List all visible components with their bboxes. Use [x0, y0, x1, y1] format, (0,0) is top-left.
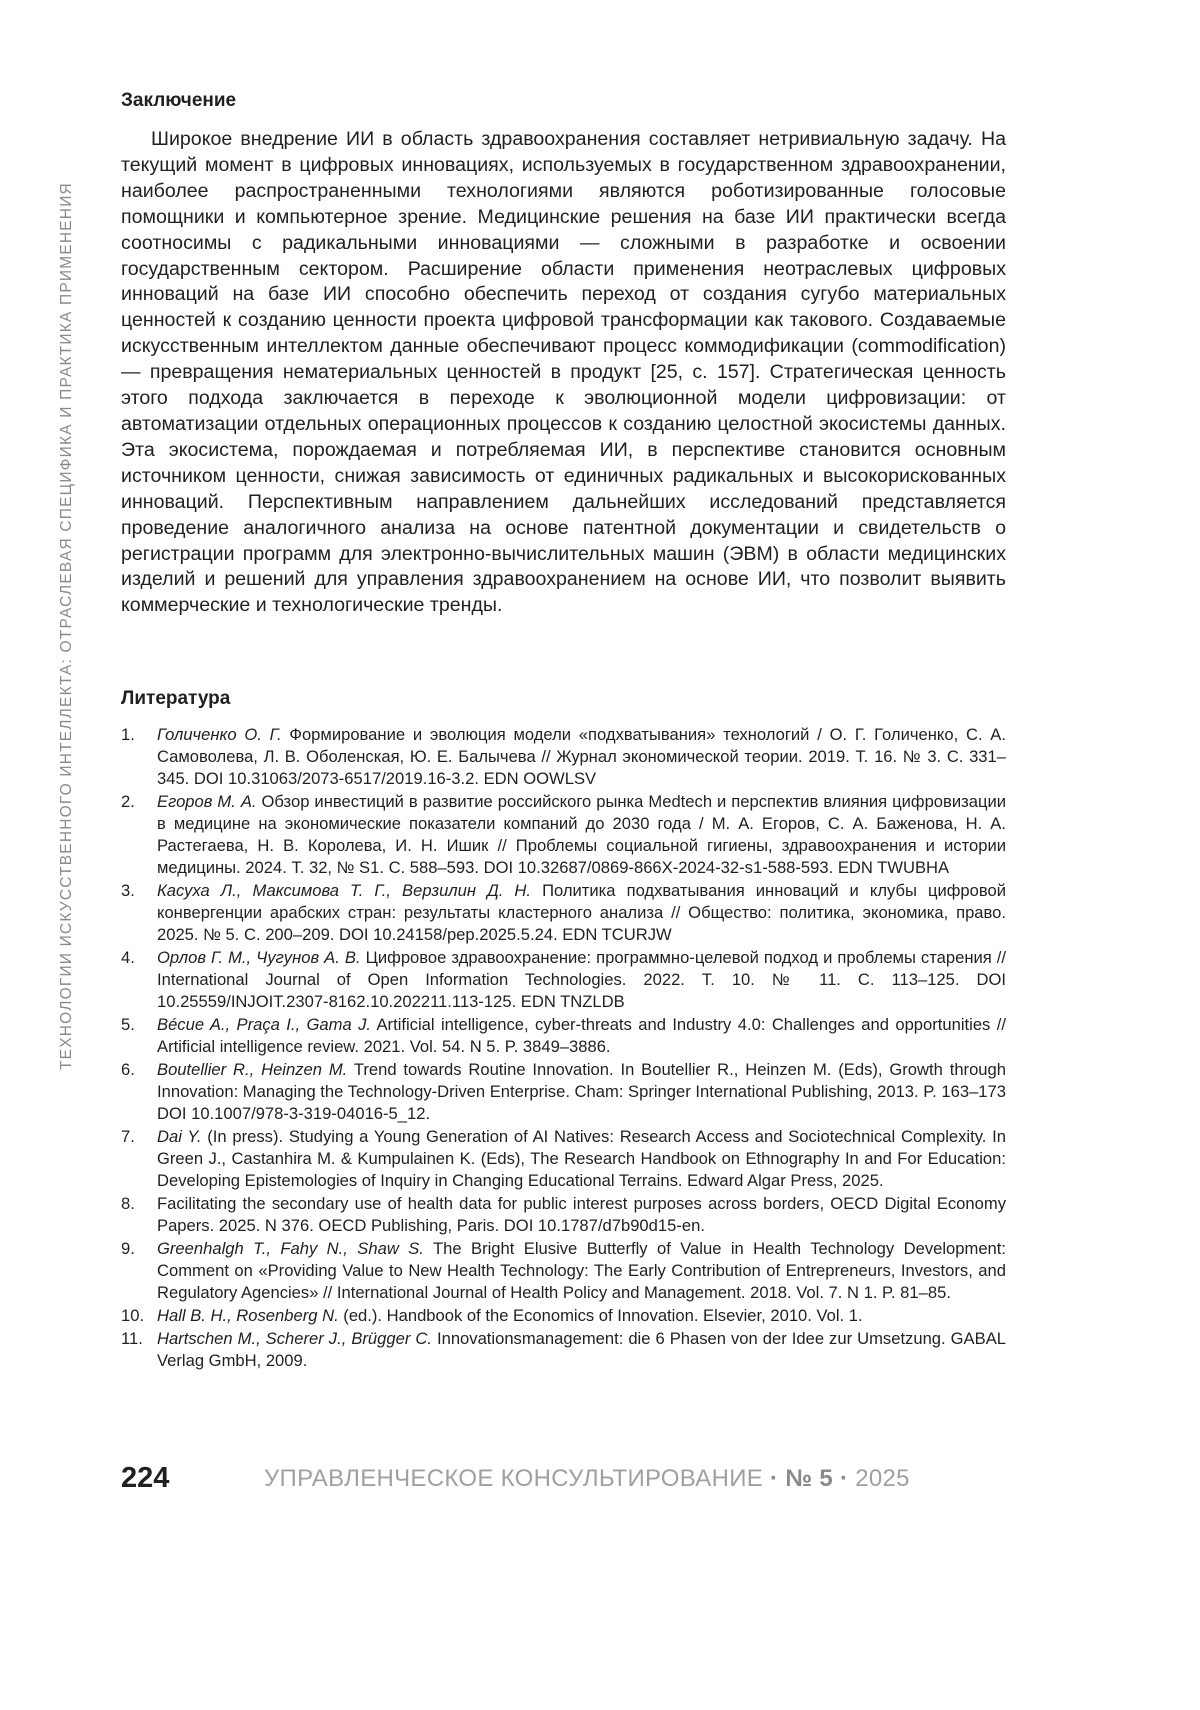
- reference-authors: Hall B. H., Rosenberg N.: [157, 1306, 339, 1325]
- separator: ·: [833, 1465, 855, 1492]
- conclusion-heading: Заключение: [121, 90, 236, 112]
- reference-number: 2.: [121, 791, 135, 813]
- journal-title: УПРАВЛЕНЧЕСКОЕ КОНСУЛЬТИРОВАНИЕ: [264, 1465, 763, 1492]
- reference-item: [121, 1126, 1006, 1192]
- reference-text: (In press). Studying a Young Generation of AI Natives: Research Access and Sociotechnical Complexity. In Green J., Castanhira M. & Kumpulainen K. (Eds), The Research Handbook on Ethnography In and For Education: Developing Epistemologies of Inquiry in Changing Educational Terrains. Edward Algar Press, 2025.: [157, 1127, 1006, 1190]
- reference-number: 11.: [121, 1328, 143, 1350]
- reference-item: [121, 1328, 1006, 1372]
- reference-item: [121, 724, 1006, 790]
- reference-item: [121, 1238, 1006, 1304]
- reference-number: 4.: [121, 947, 135, 969]
- page-footer: [121, 1462, 169, 1495]
- reference-authors: Орлов Г. М., Чугунов А. В.: [157, 948, 361, 967]
- reference-number: 10.: [121, 1305, 144, 1327]
- reference-item: [121, 1305, 1006, 1327]
- reference-authors: Егоров М. А.: [157, 792, 257, 811]
- separator: ·: [763, 1465, 785, 1492]
- reference-authors: Dai Y.: [157, 1127, 202, 1146]
- reference-text: Формирование и эволюция модели «подхватывания» технологий / О. Г. Голиченко, С. А. Самоволева, Л. В. Оболенская, Ю. Е. Балычева // Журнал экономической теории. 2019. Т. 16. № 3. С. 331–345. DOI 10.31063/2073-6517/2019.16-3.2. EDN OOWLSV: [157, 725, 1006, 788]
- references-heading: Литература: [121, 688, 230, 710]
- reference-text: Trend towards Routine Innovation. In Boutellier R., Heinzen M. (Eds), Growth through Innovation: Managing the Technology-Driven Enterprise. Cham: Springer International Publishing, 2013. P. 163–173 DOI 10.1007/978-3-319-04016-5_12.: [157, 1060, 1006, 1123]
- reference-number: 6.: [121, 1059, 135, 1081]
- running-side-title: ТЕХНОЛОГИИ ИСКУССТВЕННОГО ИНТЕЛЛЕКТА: ОТРАСЛЕВАЯ СПЕЦИФИКА И ПРАКТИКА ПРИМЕНЕНИЯ: [58, 90, 76, 1070]
- reference-text: Innovationsmanagement: die 6 Phasen von der Idee zur Umsetzung. GABAL Verlag GmbH, 2009.: [157, 1329, 1006, 1370]
- reference-authors: Касуха Л., Максимова Т. Г., Верзилин Д. Н.: [157, 881, 531, 900]
- reference-text: Обзор инвестиций в развитие российского рынка Medtech и перспектив влияния цифровизации в медицине на экономические показатели компаний до 2030 года / М. А. Егоров, С. А. Баженова, Н. А. Растегаева, Н. В. Королева, И. Н. Ишик // Проблемы социальной гигиены, здравоохранения и истории медицины. 2024. Т. 32, № S1. С. 588–593. DOI 10.32687/0869-866X-2024-32-s1-588-593. EDN TWUBHA: [157, 792, 1006, 877]
- reference-authors: Bécue A., Praça I., Gama J.: [157, 1015, 371, 1034]
- reference-item: [121, 1014, 1006, 1058]
- reference-number: 3.: [121, 880, 135, 902]
- reference-number: 8.: [121, 1193, 135, 1215]
- conclusion-paragraph: Широкое внедрение ИИ в область здравоохранения составляет нетривиальную задачу. На текущий момент в цифровых инновациях, используемых в государственном здравоохранении, наиболее распространенными технологиями являются роботизированные голосовые помощники и компьютерное зрение. Медицинские решения на базе ИИ практически всегда соотносимы с радикальными инновациями — сложными в разработке и освоении государственным сектором. Расширение области применения неотраслевых цифровых инноваций на базе ИИ способно обеспечить переход от создания сугубо материальных ценностей к созданию ценности проекта цифровой трансформации как такового. Создаваемые искусственным интеллектом данные обеспечивают процесс коммодификации (commodification) — превращения нематериальных ценностей в продукт [25, с. 157]. Стратегическая ценность этого подхода заключается в переходе к эволюционной модели цифровизации: от автоматизации отдельных операционных процессов к созданию целостной экосистемы данных. Эта экосистема, порождаемая и потребляемая ИИ, в перспективе становится основным источником ценности, снижая зависимость от единичных радикальных и высокорискованных инноваций. Перспективным направлением дальнейших исследований представляется проведение аналогичного анализа на основе патентной документации и свидетельств о регистрации программ для электронно-вычислительных машин (ЭВМ) в области медицинских изделий и решений для управления здравоохранением на основе ИИ, что позволит выявить коммерческие и технологические тренды.: [121, 127, 1006, 619]
- reference-authors: Hartschen M., Scherer J., Brügger C.: [157, 1329, 432, 1348]
- year: 2025: [855, 1465, 910, 1492]
- page-number: 224: [121, 1462, 169, 1494]
- issue-number: № 5: [785, 1465, 833, 1492]
- journal-info: [264, 1465, 910, 1493]
- reference-number: 9.: [121, 1238, 135, 1260]
- reference-text: The Bright Elusive Butterfly of Value in Health Technology Development: Comment on «Providing Value to New Health Technology: The Early Contribution of Entrepreneurs, Investors, and Regulatory Agencies» // International Journal of Health Policy and Management. 2018. Vol. 7. N 1. P. 81–85.: [157, 1239, 1006, 1302]
- reference-authors: Boutellier R., Heinzen M.: [157, 1060, 347, 1079]
- reference-text: Artificial intelligence, cyber-threats and Industry 4.0: Challenges and opportunities // Artificial intelligence review. 2021. Vol. 54. N 5. P. 3849–3886.: [157, 1015, 1006, 1056]
- reference-authors: Голиченко О. Г.: [157, 725, 282, 744]
- reference-text: (ed.). Handbook of the Economics of Innovation. Elsevier, 2010. Vol. 1.: [339, 1306, 863, 1325]
- reference-item: [121, 1193, 1006, 1237]
- reference-authors: Greenhalgh T., Fahy N., Shaw S.: [157, 1239, 424, 1258]
- reference-text: Facilitating the secondary use of health data for public interest purposes across borders, OECD Digital Economy Papers. 2025. N 376. OECD Publishing, Paris. DOI 10.1787/d7b90d15-en.: [157, 1194, 1006, 1235]
- references-list: [121, 724, 1006, 1373]
- reference-number: 5.: [121, 1014, 135, 1036]
- reference-item: [121, 1059, 1006, 1125]
- reference-number: 1.: [121, 724, 135, 746]
- reference-text: Политика подхватывания инноваций и клубы цифровой конвергенции арабских стран: результаты кластерного анализа // Общество: политика, экономика, право. 2025. № 5. С. 200–209. DOI 10.24158/pep.2025.5.24. EDN TCURJW: [157, 881, 1006, 944]
- reference-item: [121, 947, 1006, 1013]
- reference-item: [121, 791, 1006, 879]
- reference-text: Цифровое здравоохранение: программно-целевой подход и проблемы старения // International Journal of Open Information Technologies. 2022. Т. 10. № 11. С. 113–125. DOI 10.25559/INJOIT.2307-8162.10.202211.113-125. EDN TNZLDB: [157, 948, 1006, 1011]
- reference-item: [121, 880, 1006, 946]
- reference-number: 7.: [121, 1126, 135, 1148]
